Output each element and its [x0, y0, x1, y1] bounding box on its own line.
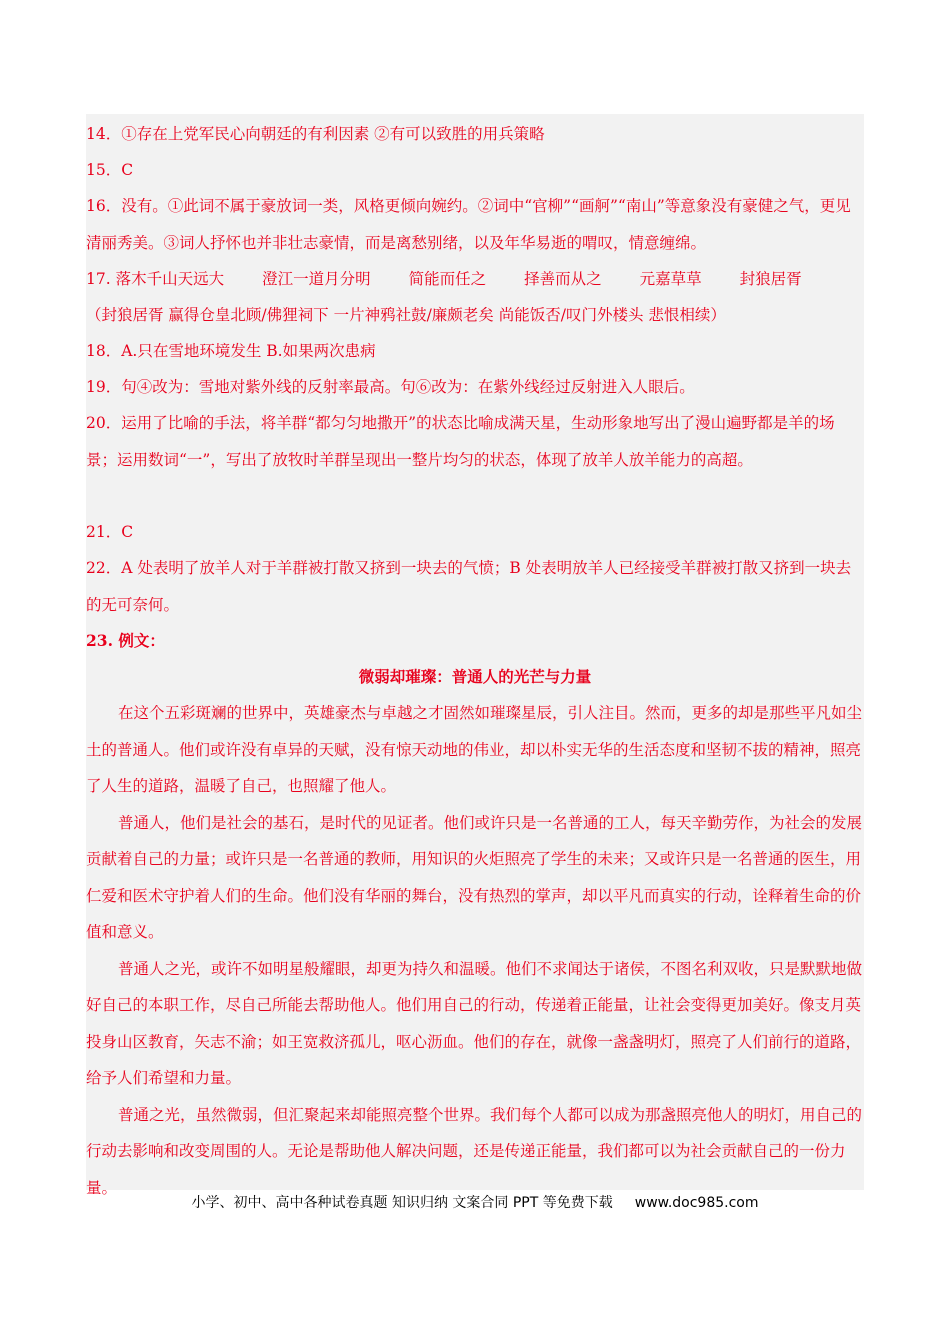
answer-22: 22．A 处表明了放羊人对于羊群被打散又挤到一块去的气愤；B 处表明放羊人已经接受羊群被打散又挤到一块去的无可奈何。: [86, 559, 852, 614]
answer-20: 20．运用了比喻的手法，将羊群“都匀匀地撒开”的状态比喻成满天星，生动形象地写出了漫山遍野都是羊的场景；运用数词“一”，写出了放牧时羊群呈现出一整片均匀的状态，体现了放羊人放羊能力的高超。: [86, 414, 835, 469]
answer-15: 15．C: [86, 161, 134, 179]
answer-16: 16．没有。①此词不属于豪放词一类，风格更倾向婉约。②词中“官柳”“画舸”“南山”等意象没有豪健之气，更见清丽秀美。③词人抒怀也并非壮志豪情，而是离愁别绪，以及年华易逝的喟叹，情意缠绵。: [86, 197, 851, 252]
footer-site: www.doc985.com: [634, 1195, 759, 1211]
essay-title: 微弱却璀璨：普通人的光芒与力量: [358, 667, 592, 686]
answer-14: 14．①存在上党军民心向朝廷的有利因素 ②有可以致胜的用兵策略: [86, 125, 545, 143]
answer-17-item: 择善而从之: [524, 270, 602, 288]
essay-paragraph-2: 普通人，他们是社会的基石，是时代的见证者。他们或许只是一名普通的工人，每天辛勤劳作，为社会的发展贡献着自己的力量；或许只是一名普通的教师，用知识的火炬照亮了学生的未来；又或许只是一名普通的医生，用仁爱和医术守护着人们的生命。他们没有华丽的舞台，没有热烈的掌声，却以平凡而真实的行动，诠释着生命的价值和意义。: [86, 813, 863, 941]
answer-17-item: 封狼居胥: [739, 270, 802, 288]
answer-17: [86, 261, 864, 297]
answer-17-item: 澄江一道月分明: [262, 270, 371, 288]
answer-21: 21．C: [86, 523, 134, 541]
answer-17-item: 简能而任之: [408, 270, 487, 288]
essay-paragraph-4: 普通之光，虽然微弱，但汇聚起来却能照亮整个世界。我们每个人都可以成为那盏照亮他人的明灯，用自己的行动去影响和改变周围的人。无论是帮助他人解决问题，还是传递正能量，我们都可以为社会贡献自己的一份力量。: [86, 1105, 863, 1197]
answer-17-note: （封狼居胥 赢得仓皇北顾/佛狸祠下 一片神鸦社鼓/廉颇老矣 尚能饭否/叹门外楼头 悲恨相续）: [86, 306, 726, 324]
answer-18: 18．A.只在雪地环境发生 B.如果两次患病: [86, 342, 376, 360]
answer-17-item: 元嘉草草: [639, 270, 702, 288]
blank-line: [86, 478, 864, 514]
answer-19: 19．句④改为：雪地对紫外线的反射率最高。句⑥改为：在紫外线经过反射进入人眼后。: [86, 378, 695, 396]
answer-23-label: 23. 例文：: [86, 631, 165, 650]
footer-text: 小学、初中、高中各种试卷真题 知识归纳 文案合同 PPT 等免费下载: [191, 1195, 613, 1211]
answer-sheet: [86, 114, 864, 1197]
answer-17-item: 17. 落木千山天远大: [86, 270, 225, 288]
essay-paragraph-1: 在这个五彩斑斓的世界中，英雄豪杰与卓越之才固然如璀璨星辰，引人注目。然而，更多的却是那些平凡如尘土的普通人。他们或许没有卓异的天赋，没有惊天动地的伟业，却以朴实无华的生活态度和坚韧不拔的精神，照亮了人生的道路，温暖了自己，也照耀了他人。: [86, 704, 863, 795]
essay-paragraph-3: 普通人之光，或许不如明星般耀眼，却更为持久和温暖。他们不求闻达于诸侯，不图名利双收，只是默默地做好自己的本职工作，尽自己所能去帮助他人。他们用自己的行动，传递着正能量，让社会变得更加美好。像支月英投身山区教育，矢志不渝；如王宽救济孤儿，呕心沥血。他们的存在，就像一盏盏明灯，照亮了人们前行的道路，给予人们希望和力量。: [86, 959, 863, 1087]
page-footer: [0, 1192, 950, 1212]
